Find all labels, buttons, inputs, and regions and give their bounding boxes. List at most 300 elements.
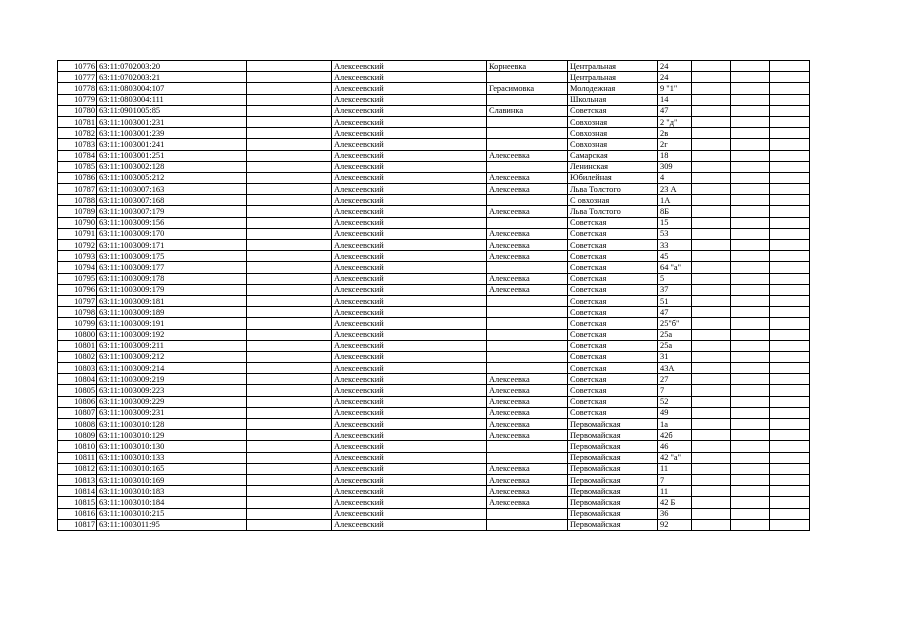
cadastral-number-cell: 63:11:1003010:184 bbox=[97, 497, 247, 508]
extra-cell-1 bbox=[692, 430, 731, 441]
row-number-cell: 10795 bbox=[58, 273, 97, 284]
cadastral-number-cell: 63:11:1003009:170 bbox=[97, 228, 247, 239]
table-row bbox=[58, 94, 810, 105]
extra-cell-3 bbox=[770, 385, 810, 396]
locality-cell bbox=[487, 128, 568, 139]
locality-cell bbox=[487, 116, 568, 127]
district-cell: Алексеевский bbox=[332, 72, 487, 83]
house-number-cell: 37 bbox=[658, 284, 692, 295]
house-number-cell: 24 bbox=[658, 61, 692, 72]
extra-cell-3 bbox=[770, 374, 810, 385]
locality-cell: Алексеевка bbox=[487, 430, 568, 441]
extra-cell-3 bbox=[770, 474, 810, 485]
street-cell: Советская bbox=[568, 217, 658, 228]
house-number-cell: 8Б bbox=[658, 206, 692, 217]
extra-cell-1 bbox=[692, 329, 731, 340]
street-cell: Советская bbox=[568, 228, 658, 239]
locality-cell: Алексеевка bbox=[487, 184, 568, 195]
extra-cell-3 bbox=[770, 61, 810, 72]
extra-cell-2 bbox=[731, 497, 770, 508]
row-number-cell: 10777 bbox=[58, 72, 97, 83]
extra-cell-2 bbox=[731, 284, 770, 295]
extra-cell-3 bbox=[770, 295, 810, 306]
extra-cell-1 bbox=[692, 284, 731, 295]
locality-cell: Алексеевка bbox=[487, 463, 568, 474]
house-number-cell: 2г bbox=[658, 139, 692, 150]
table-body bbox=[58, 61, 810, 531]
house-number-cell: 27 bbox=[658, 374, 692, 385]
street-cell: Советская bbox=[568, 363, 658, 374]
house-number-cell: 25а bbox=[658, 340, 692, 351]
row-number-cell: 10794 bbox=[58, 262, 97, 273]
cadastral-number-cell: 63:11:1003007:179 bbox=[97, 206, 247, 217]
street-cell: Ленинская bbox=[568, 161, 658, 172]
extra-cell-2 bbox=[731, 116, 770, 127]
district-cell: Алексеевский bbox=[332, 497, 487, 508]
row-number-cell: 10780 bbox=[58, 105, 97, 116]
extra-cell-2 bbox=[731, 430, 770, 441]
row-number-cell: 10797 bbox=[58, 295, 97, 306]
street-cell: Льва Толстого bbox=[568, 184, 658, 195]
extra-cell-2 bbox=[731, 217, 770, 228]
locality-cell: Герасимовка bbox=[487, 83, 568, 94]
blank-cell bbox=[247, 419, 332, 430]
extra-cell-3 bbox=[770, 262, 810, 273]
table-row bbox=[58, 240, 810, 251]
street-cell: Первомайская bbox=[568, 419, 658, 430]
table-row bbox=[58, 385, 810, 396]
house-number-cell: 31 bbox=[658, 351, 692, 362]
district-cell: Алексеевский bbox=[332, 94, 487, 105]
locality-cell bbox=[487, 307, 568, 318]
house-number-cell: 49 bbox=[658, 407, 692, 418]
street-cell: Совхозная bbox=[568, 116, 658, 127]
extra-cell-3 bbox=[770, 128, 810, 139]
district-cell: Алексеевский bbox=[332, 83, 487, 94]
table-row bbox=[58, 228, 810, 239]
district-cell: Алексеевский bbox=[332, 195, 487, 206]
locality-cell: Алексеевка bbox=[487, 385, 568, 396]
table-row bbox=[58, 430, 810, 441]
cadastral-number-cell: 63:11:1003011:95 bbox=[97, 519, 247, 530]
row-number-cell: 10812 bbox=[58, 463, 97, 474]
extra-cell-3 bbox=[770, 116, 810, 127]
row-number-cell: 10802 bbox=[58, 351, 97, 362]
table-row bbox=[58, 497, 810, 508]
district-cell: Алексеевский bbox=[332, 284, 487, 295]
extra-cell-1 bbox=[692, 419, 731, 430]
extra-cell-1 bbox=[692, 441, 731, 452]
extra-cell-3 bbox=[770, 430, 810, 441]
row-number-cell: 10805 bbox=[58, 385, 97, 396]
extra-cell-3 bbox=[770, 172, 810, 183]
row-number-cell: 10781 bbox=[58, 116, 97, 127]
register-table bbox=[57, 60, 810, 531]
row-number-cell: 10785 bbox=[58, 161, 97, 172]
extra-cell-2 bbox=[731, 195, 770, 206]
house-number-cell: 45 bbox=[658, 251, 692, 262]
blank-cell bbox=[247, 441, 332, 452]
street-cell: Советская bbox=[568, 351, 658, 362]
extra-cell-1 bbox=[692, 83, 731, 94]
extra-cell-3 bbox=[770, 351, 810, 362]
extra-cell-3 bbox=[770, 463, 810, 474]
locality-cell: Алексеевка bbox=[487, 150, 568, 161]
row-number-cell: 10813 bbox=[58, 474, 97, 485]
table-row bbox=[58, 128, 810, 139]
row-number-cell: 10816 bbox=[58, 508, 97, 519]
locality-cell bbox=[487, 195, 568, 206]
street-cell: Первомайская bbox=[568, 497, 658, 508]
extra-cell-3 bbox=[770, 273, 810, 284]
locality-cell: Алексеевка bbox=[487, 497, 568, 508]
blank-cell bbox=[247, 161, 332, 172]
row-number-cell: 10793 bbox=[58, 251, 97, 262]
district-cell: Алексеевский bbox=[332, 340, 487, 351]
extra-cell-1 bbox=[692, 172, 731, 183]
house-number-cell: 33 bbox=[658, 240, 692, 251]
extra-cell-2 bbox=[731, 318, 770, 329]
locality-cell: Алексеевка bbox=[487, 474, 568, 485]
cadastral-number-cell: 63:11:1003010:183 bbox=[97, 486, 247, 497]
house-number-cell: 51 bbox=[658, 295, 692, 306]
street-cell: Советская bbox=[568, 329, 658, 340]
street-cell: Советская bbox=[568, 340, 658, 351]
blank-cell bbox=[247, 184, 332, 195]
locality-cell: Алексеевка bbox=[487, 284, 568, 295]
house-number-cell: 309 bbox=[658, 161, 692, 172]
district-cell: Алексеевский bbox=[332, 452, 487, 463]
blank-cell bbox=[247, 385, 332, 396]
cadastral-number-cell: 63:11:1003010:128 bbox=[97, 419, 247, 430]
blank-cell bbox=[247, 273, 332, 284]
extra-cell-1 bbox=[692, 240, 731, 251]
extra-cell-2 bbox=[731, 172, 770, 183]
row-number-cell: 10784 bbox=[58, 150, 97, 161]
extra-cell-2 bbox=[731, 351, 770, 362]
extra-cell-2 bbox=[731, 463, 770, 474]
table-row bbox=[58, 519, 810, 530]
cadastral-number-cell: 63:11:0803004:107 bbox=[97, 83, 247, 94]
house-number-cell: 42 "а" bbox=[658, 452, 692, 463]
row-number-cell: 10783 bbox=[58, 139, 97, 150]
street-cell: Советская bbox=[568, 240, 658, 251]
extra-cell-3 bbox=[770, 307, 810, 318]
extra-cell-1 bbox=[692, 262, 731, 273]
extra-cell-1 bbox=[692, 351, 731, 362]
locality-cell bbox=[487, 217, 568, 228]
extra-cell-3 bbox=[770, 228, 810, 239]
house-number-cell: 9 "1" bbox=[658, 83, 692, 94]
district-cell: Алексеевский bbox=[332, 396, 487, 407]
table-row bbox=[58, 161, 810, 172]
extra-cell-1 bbox=[692, 407, 731, 418]
extra-cell-1 bbox=[692, 94, 731, 105]
extra-cell-2 bbox=[731, 72, 770, 83]
district-cell: Алексеевский bbox=[332, 262, 487, 273]
blank-cell bbox=[247, 340, 332, 351]
extra-cell-2 bbox=[731, 385, 770, 396]
extra-cell-2 bbox=[731, 508, 770, 519]
street-cell: Центральная bbox=[568, 61, 658, 72]
table-row bbox=[58, 351, 810, 362]
blank-cell bbox=[247, 329, 332, 340]
extra-cell-3 bbox=[770, 486, 810, 497]
locality-cell bbox=[487, 318, 568, 329]
extra-cell-1 bbox=[692, 385, 731, 396]
district-cell: Алексеевский bbox=[332, 228, 487, 239]
extra-cell-3 bbox=[770, 363, 810, 374]
table-row bbox=[58, 262, 810, 273]
table-row bbox=[58, 139, 810, 150]
extra-cell-1 bbox=[692, 273, 731, 284]
extra-cell-1 bbox=[692, 340, 731, 351]
district-cell: Алексеевский bbox=[332, 206, 487, 217]
row-number-cell: 10792 bbox=[58, 240, 97, 251]
extra-cell-3 bbox=[770, 195, 810, 206]
house-number-cell: 52 bbox=[658, 396, 692, 407]
street-cell: Советская bbox=[568, 295, 658, 306]
blank-cell bbox=[247, 83, 332, 94]
house-number-cell: 36 bbox=[658, 508, 692, 519]
house-number-cell: 14 bbox=[658, 94, 692, 105]
extra-cell-3 bbox=[770, 329, 810, 340]
cadastral-number-cell: 63:11:1003009:219 bbox=[97, 374, 247, 385]
blank-cell bbox=[247, 318, 332, 329]
table-row bbox=[58, 295, 810, 306]
locality-cell: Алексеевка bbox=[487, 396, 568, 407]
district-cell: Алексеевский bbox=[332, 251, 487, 262]
district-cell: Алексеевский bbox=[332, 385, 487, 396]
extra-cell-3 bbox=[770, 83, 810, 94]
row-number-cell: 10798 bbox=[58, 307, 97, 318]
house-number-cell: 64 "а" bbox=[658, 262, 692, 273]
locality-cell bbox=[487, 139, 568, 150]
extra-cell-2 bbox=[731, 273, 770, 284]
extra-cell-3 bbox=[770, 217, 810, 228]
extra-cell-1 bbox=[692, 463, 731, 474]
extra-cell-2 bbox=[731, 206, 770, 217]
extra-cell-1 bbox=[692, 508, 731, 519]
row-number-cell: 10804 bbox=[58, 374, 97, 385]
row-number-cell: 10817 bbox=[58, 519, 97, 530]
extra-cell-1 bbox=[692, 318, 731, 329]
extra-cell-2 bbox=[731, 83, 770, 94]
blank-cell bbox=[247, 116, 332, 127]
extra-cell-3 bbox=[770, 161, 810, 172]
row-number-cell: 10806 bbox=[58, 396, 97, 407]
street-cell: Первомайская bbox=[568, 519, 658, 530]
district-cell: Алексеевский bbox=[332, 150, 487, 161]
street-cell: Первомайская bbox=[568, 430, 658, 441]
locality-cell: Алексеевка bbox=[487, 206, 568, 217]
cadastral-number-cell: 63:11:1003009:178 bbox=[97, 273, 247, 284]
district-cell: Алексеевский bbox=[332, 486, 487, 497]
row-number-cell: 10776 bbox=[58, 61, 97, 72]
table-row bbox=[58, 61, 810, 72]
extra-cell-1 bbox=[692, 519, 731, 530]
house-number-cell: 43А bbox=[658, 363, 692, 374]
table-row bbox=[58, 441, 810, 452]
table-row bbox=[58, 340, 810, 351]
street-cell: Советская bbox=[568, 262, 658, 273]
row-number-cell: 10799 bbox=[58, 318, 97, 329]
table-row bbox=[58, 105, 810, 116]
district-cell: Алексеевский bbox=[332, 295, 487, 306]
district-cell: Алексеевский bbox=[332, 307, 487, 318]
row-number-cell: 10788 bbox=[58, 195, 97, 206]
table-row bbox=[58, 116, 810, 127]
locality-cell: Алексеевка bbox=[487, 486, 568, 497]
extra-cell-2 bbox=[731, 452, 770, 463]
blank-cell bbox=[247, 72, 332, 83]
house-number-cell: 1а bbox=[658, 419, 692, 430]
blank-cell bbox=[247, 486, 332, 497]
extra-cell-1 bbox=[692, 161, 731, 172]
cadastral-number-cell: 63:11:1003009:214 bbox=[97, 363, 247, 374]
blank-cell bbox=[247, 240, 332, 251]
cadastral-number-cell: 63:11:1003009:223 bbox=[97, 385, 247, 396]
locality-cell bbox=[487, 329, 568, 340]
extra-cell-2 bbox=[731, 407, 770, 418]
table-row bbox=[58, 273, 810, 284]
table-row bbox=[58, 419, 810, 430]
extra-cell-3 bbox=[770, 519, 810, 530]
cadastral-number-cell: 63:11:1003001:241 bbox=[97, 139, 247, 150]
street-cell: Советская bbox=[568, 273, 658, 284]
locality-cell bbox=[487, 441, 568, 452]
cadastral-number-cell: 63:11:1003007:163 bbox=[97, 184, 247, 195]
street-cell: Юбилейная bbox=[568, 172, 658, 183]
table-row bbox=[58, 284, 810, 295]
house-number-cell: 2 "д" bbox=[658, 116, 692, 127]
blank-cell bbox=[247, 128, 332, 139]
locality-cell: Корнеевка bbox=[487, 61, 568, 72]
district-cell: Алексеевский bbox=[332, 441, 487, 452]
cadastral-number-cell: 63:11:1003001:231 bbox=[97, 116, 247, 127]
house-number-cell: 11 bbox=[658, 486, 692, 497]
street-cell: Самарская bbox=[568, 150, 658, 161]
cadastral-number-cell: 63:11:1003001:251 bbox=[97, 150, 247, 161]
extra-cell-2 bbox=[731, 419, 770, 430]
locality-cell bbox=[487, 94, 568, 105]
house-number-cell: 7 bbox=[658, 474, 692, 485]
street-cell: Первомайская bbox=[568, 474, 658, 485]
district-cell: Алексеевский bbox=[332, 116, 487, 127]
street-cell: Первомайская bbox=[568, 463, 658, 474]
house-number-cell: 25а bbox=[658, 329, 692, 340]
extra-cell-1 bbox=[692, 61, 731, 72]
extra-cell-1 bbox=[692, 228, 731, 239]
extra-cell-3 bbox=[770, 184, 810, 195]
blank-cell bbox=[247, 363, 332, 374]
cadastral-number-cell: 63:11:1003001:239 bbox=[97, 128, 247, 139]
extra-cell-3 bbox=[770, 139, 810, 150]
locality-cell bbox=[487, 452, 568, 463]
extra-cell-2 bbox=[731, 486, 770, 497]
extra-cell-1 bbox=[692, 452, 731, 463]
district-cell: Алексеевский bbox=[332, 419, 487, 430]
extra-cell-2 bbox=[731, 340, 770, 351]
table-row bbox=[58, 184, 810, 195]
blank-cell bbox=[247, 508, 332, 519]
cadastral-number-cell: 63:11:1003010:215 bbox=[97, 508, 247, 519]
cadastral-number-cell: 63:11:1003009:231 bbox=[97, 407, 247, 418]
district-cell: Алексеевский bbox=[332, 508, 487, 519]
house-number-cell: 53 bbox=[658, 228, 692, 239]
street-cell: Советская bbox=[568, 307, 658, 318]
extra-cell-2 bbox=[731, 251, 770, 262]
table-row bbox=[58, 172, 810, 183]
blank-cell bbox=[247, 284, 332, 295]
house-number-cell: 1А bbox=[658, 195, 692, 206]
extra-cell-3 bbox=[770, 497, 810, 508]
extra-cell-1 bbox=[692, 474, 731, 485]
table-row bbox=[58, 508, 810, 519]
extra-cell-3 bbox=[770, 441, 810, 452]
street-cell: С овхозная bbox=[568, 195, 658, 206]
locality-cell: Алексеевка bbox=[487, 228, 568, 239]
extra-cell-1 bbox=[692, 363, 731, 374]
locality-cell bbox=[487, 161, 568, 172]
locality-cell: Алексеевка bbox=[487, 374, 568, 385]
locality-cell: Алексеевка bbox=[487, 172, 568, 183]
row-number-cell: 10778 bbox=[58, 83, 97, 94]
blank-cell bbox=[247, 351, 332, 362]
district-cell: Алексеевский bbox=[332, 374, 487, 385]
extra-cell-3 bbox=[770, 240, 810, 251]
extra-cell-3 bbox=[770, 251, 810, 262]
extra-cell-1 bbox=[692, 295, 731, 306]
row-number-cell: 10809 bbox=[58, 430, 97, 441]
cadastral-number-cell: 63:11:1003009:177 bbox=[97, 262, 247, 273]
extra-cell-2 bbox=[731, 240, 770, 251]
extra-cell-2 bbox=[731, 363, 770, 374]
row-number-cell: 10810 bbox=[58, 441, 97, 452]
extra-cell-1 bbox=[692, 150, 731, 161]
locality-cell bbox=[487, 519, 568, 530]
house-number-cell: 42б bbox=[658, 430, 692, 441]
table-row bbox=[58, 206, 810, 217]
house-number-cell: 92 bbox=[658, 519, 692, 530]
row-number-cell: 10790 bbox=[58, 217, 97, 228]
district-cell: Алексеевский bbox=[332, 105, 487, 116]
extra-cell-3 bbox=[770, 206, 810, 217]
row-number-cell: 10800 bbox=[58, 329, 97, 340]
blank-cell bbox=[247, 307, 332, 318]
extra-cell-2 bbox=[731, 307, 770, 318]
row-number-cell: 10779 bbox=[58, 94, 97, 105]
extra-cell-2 bbox=[731, 128, 770, 139]
locality-cell bbox=[487, 295, 568, 306]
extra-cell-2 bbox=[731, 262, 770, 273]
extra-cell-2 bbox=[731, 441, 770, 452]
row-number-cell: 10814 bbox=[58, 486, 97, 497]
cadastral-number-cell: 63:11:1003010:133 bbox=[97, 452, 247, 463]
cadastral-number-cell: 63:11:1003010:169 bbox=[97, 474, 247, 485]
blank-cell bbox=[247, 139, 332, 150]
district-cell: Алексеевский bbox=[332, 474, 487, 485]
table-row bbox=[58, 374, 810, 385]
extra-cell-1 bbox=[692, 139, 731, 150]
district-cell: Алексеевский bbox=[332, 61, 487, 72]
extra-cell-1 bbox=[692, 374, 731, 385]
row-number-cell: 10786 bbox=[58, 172, 97, 183]
street-cell: Советская bbox=[568, 396, 658, 407]
locality-cell bbox=[487, 340, 568, 351]
table-row bbox=[58, 486, 810, 497]
street-cell: Советская bbox=[568, 374, 658, 385]
